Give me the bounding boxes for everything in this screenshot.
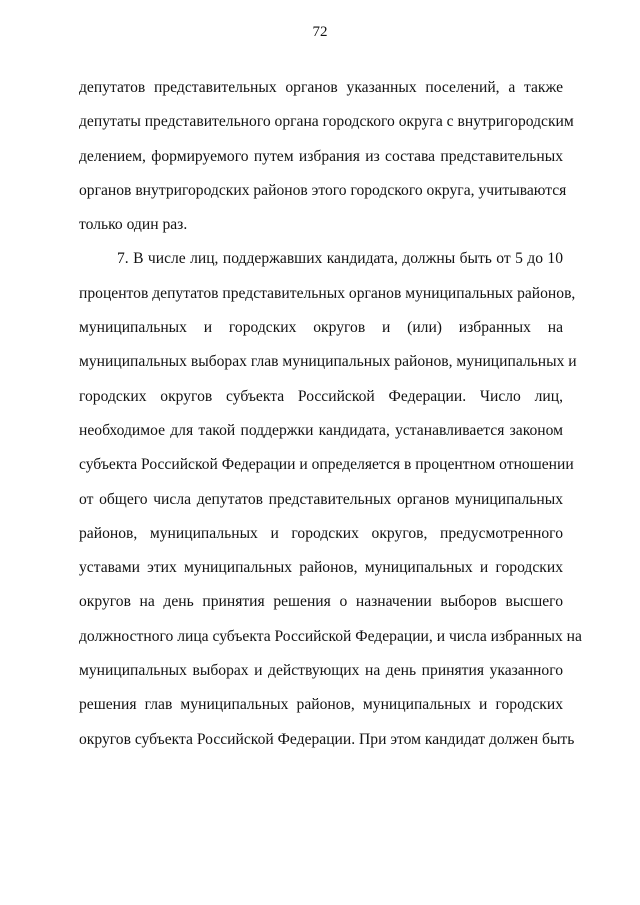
text-line: уставами этих муниципальных районов, муниципальных и городских [79,559,563,577]
text-line: округов субъекта Российской Федерации. При этом кандидат должен быть [79,730,575,748]
text-line: муниципальных и городских округов и (или) избранных на [79,319,563,337]
text-line: районов, муниципальных и городских округов, предусмотренного [79,524,563,542]
text-line: 7. В числе лиц, поддержавших кандидата, должны быть от 5 до 10 [117,250,563,268]
document-body [79,77,582,763]
page-number: 72 [312,24,328,40]
text-line: городских округов субъекта Российской Федерации. Число лиц, [79,387,563,405]
text-line: только один раз. [79,216,188,234]
text-line: процентов депутатов представительных органов муниципальных районов, [79,284,576,302]
text-line: депутатов представительных органов указанных поселений, а также [79,79,563,96]
text-line: муниципальных выборах глав муниципальных районов, муниципальных и [79,353,577,371]
text-line: органов внутригородских районов этого городского округа, учитываются [79,181,567,199]
text-line: от общего числа депутатов представительных органов муниципальных [79,490,563,508]
text-line: должностного лица субъекта Российской Федерации, и числа избранных на [79,627,582,645]
text-line: субъекта Российской Федерации и определяется в процентном отношении [79,456,574,474]
text-line: решения глав муниципальных районов, муниципальных и городских [79,696,563,714]
text-line: необходимое для такой поддержки кандидата, устанавливается законом [79,421,563,439]
text-line: муниципальных выборах и действующих на день принятия указанного [79,662,563,680]
text-line: округов на день принятия решения о назначении выборов высшего [79,593,563,611]
text-line: делением, формируемого путем избрания из состава представительных [79,147,563,165]
text-line: депутаты представительного органа городского округа с внутригородским [79,113,574,131]
